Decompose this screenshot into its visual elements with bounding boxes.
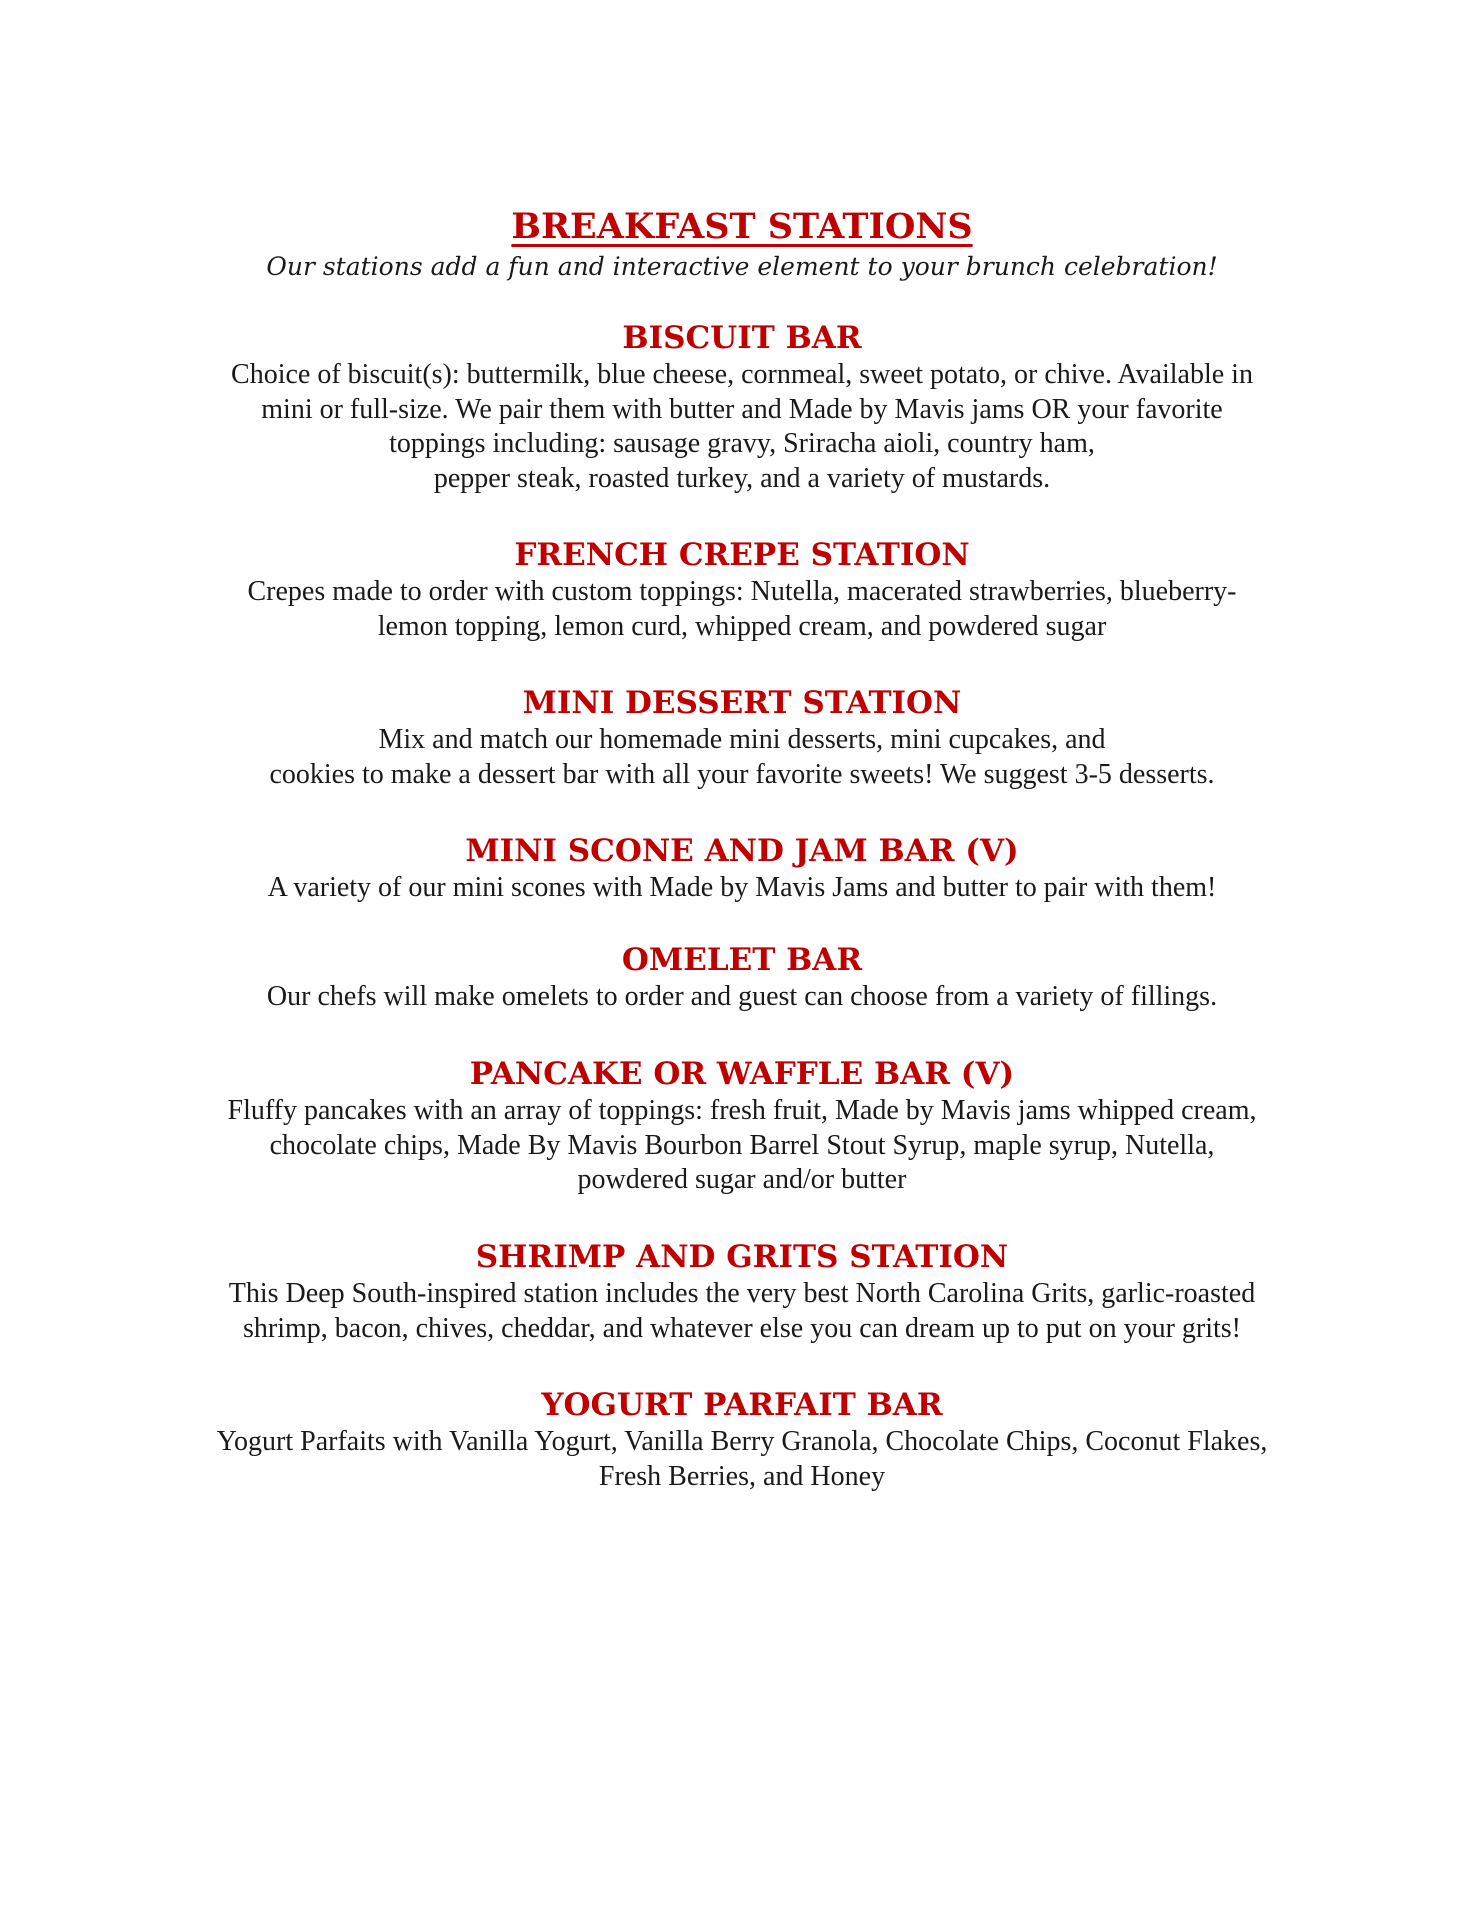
body-line: Crepes made to order with custom toppings: Nutella, macerated strawberries, blueberry- <box>247 576 1237 607</box>
body-line: Choice of biscuit(s): buttermilk, blue cheese, cornmeal, sweet potato, or chive. Available in <box>231 359 1253 390</box>
body-line: Fresh Berries, and Honey <box>598 1460 886 1492</box>
section-title-biscuit-bar: BISCUIT BAR <box>622 320 862 356</box>
body-line: Our chefs will make omelets to order and guest can choose from a variety of fillings. <box>266 981 1218 1012</box>
body-line: cookies to make a dessert bar with all your favorite sweets! We suggest 3-5 desserts. <box>269 758 1215 790</box>
body-line: This Deep South-inspired station includes the very best North Carolina Grits, garlic-roasted <box>228 1278 1256 1309</box>
body-line: mini or full-size. We pair them with butter and Made by Mavis jams OR your favorite <box>261 393 1223 425</box>
body-line: Mix and match our homemade mini desserts, mini cupcakes, and <box>378 724 1106 755</box>
section-body-omelet-bar <box>0 980 1484 1015</box>
section-body-mini-dessert-station <box>0 723 1484 792</box>
body-line: Fluffy pancakes with an array of toppings: fresh fruit, Made by Mavis jams whipped cream, <box>227 1095 1257 1126</box>
body-line: lemon topping, lemon curd, whipped cream, and powdered sugar <box>377 610 1107 642</box>
body-line: toppings including: sausage gravy, Sriracha aioli, country ham, <box>389 428 1095 459</box>
section-title-omelet-bar: OMELET BAR <box>621 942 863 978</box>
body-line: chocolate chips, Made By Mavis Bourbon Barrel Stout Syrup, maple syrup, Nutella, <box>269 1129 1215 1161</box>
section-body-pancake-or-waffle-bar <box>0 1094 1484 1198</box>
section-title-mini-dessert-station: MINI DESSERT STATION <box>522 685 962 721</box>
section-title-yogurt-parfait-bar: YOGURT PARFAIT BAR <box>541 1387 943 1423</box>
body-line: shrimp, bacon, chives, cheddar, and whatever else you can dream up to put on your grits! <box>242 1312 1242 1344</box>
section-title-shrimp-and-grits-station: SHRIMP AND GRITS STATION <box>475 1239 1009 1275</box>
page-title: BREAKFAST STATIONS <box>511 206 973 247</box>
section-title-mini-scone-and-jam-bar: MINI SCONE AND JAM BAR (V) <box>465 833 1019 869</box>
section-body-french-crepe-station <box>0 575 1484 644</box>
body-line: pepper steak, roasted turkey, and a variety of mustards. <box>433 462 1051 494</box>
body-line: Yogurt Parfaits with Vanilla Yogurt, Vanilla Berry Granola, Chocolate Chips, Coconut Flakes, <box>216 1426 1268 1457</box>
body-line: A variety of our mini scones with Made by Mavis Jams and butter to pair with them! <box>267 872 1217 903</box>
section-body-yogurt-parfait-bar <box>0 1425 1484 1494</box>
section-title-pancake-or-waffle-bar: PANCAKE OR WAFFLE BAR (V) <box>469 1056 1015 1092</box>
page-subtitle: Our stations add a fun and interactive element to your brunch celebration! <box>266 252 1218 281</box>
body-line: powdered sugar and/or butter <box>577 1164 907 1195</box>
section-body-mini-scone-and-jam-bar <box>0 871 1484 906</box>
section-body-biscuit-bar <box>0 358 1484 496</box>
section-body-shrimp-and-grits-station <box>0 1277 1484 1346</box>
section-title-french-crepe-station: FRENCH CREPE STATION <box>514 537 970 573</box>
